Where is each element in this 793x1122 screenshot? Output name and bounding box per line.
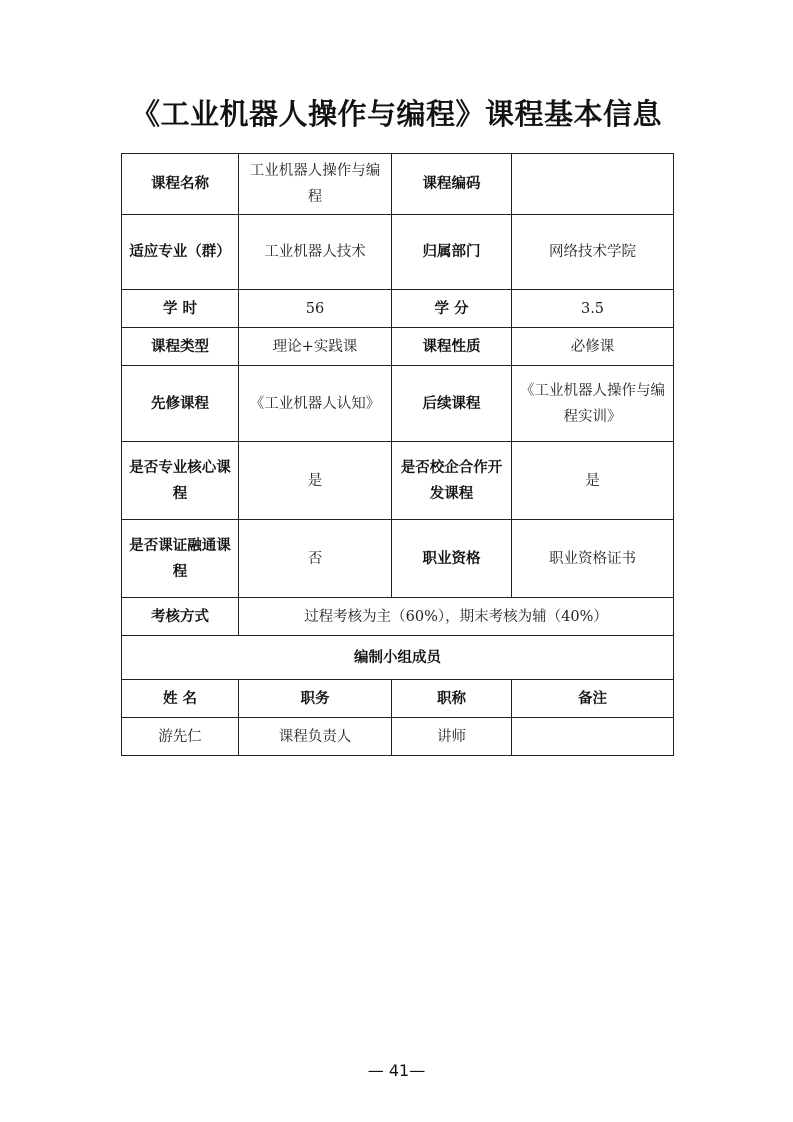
core-course-label: 是否专业核心课程 (122, 442, 239, 520)
row-core-course (122, 442, 674, 520)
course-name-value: 工业机器人操作与编程 (239, 154, 392, 215)
qualification-label: 职业资格 (392, 520, 512, 598)
school-enterprise-value: 是 (512, 442, 674, 520)
team-col-name: 姓 名 (122, 680, 239, 718)
team-heading: 编制小组成员 (122, 636, 674, 680)
row-major (122, 215, 674, 290)
member-name: 游先仁 (122, 718, 239, 756)
team-col-remark: 备注 (512, 680, 674, 718)
team-header-row (122, 680, 674, 718)
course-code-value (512, 154, 674, 215)
followup-label: 后续课程 (392, 366, 512, 442)
row-assessment (122, 598, 674, 636)
course-code-label: 课程编码 (392, 154, 512, 215)
course-name-label: 课程名称 (122, 154, 239, 215)
page-number: — 41— (367, 1061, 426, 1080)
school-enterprise-label: 是否校企合作开发课程 (392, 442, 512, 520)
department-label: 归属部门 (392, 215, 512, 290)
course-type-value: 理论+实践课 (239, 328, 392, 366)
credits-value: 3.5 (512, 290, 674, 328)
row-course-name (122, 154, 674, 215)
assessment-label: 考核方式 (122, 598, 239, 636)
prerequisite-label: 先修课程 (122, 366, 239, 442)
major-label: 适应专业（群） (122, 215, 239, 290)
assessment-value: 过程考核为主（60%），期末考核为辅（40%） (239, 598, 674, 636)
cert-integration-value: 否 (239, 520, 392, 598)
hours-label: 学 时 (122, 290, 239, 328)
followup-value: 《工业机器人操作与编程实训》 (512, 366, 674, 442)
course-nature-label: 课程性质 (392, 328, 512, 366)
table-row (122, 718, 674, 756)
cert-integration-label: 是否课证融通课程 (122, 520, 239, 598)
course-info-table (121, 153, 674, 756)
team-col-position: 职务 (239, 680, 392, 718)
hours-value: 56 (239, 290, 392, 328)
member-title: 讲师 (392, 718, 512, 756)
row-hours (122, 290, 674, 328)
row-prerequisite (122, 366, 674, 442)
qualification-value: 职业资格证书 (512, 520, 674, 598)
member-remark (512, 718, 674, 756)
team-col-title: 职称 (392, 680, 512, 718)
member-position: 课程负责人 (239, 718, 392, 756)
course-type-label: 课程类型 (122, 328, 239, 366)
course-nature-value: 必修课 (512, 328, 674, 366)
document-title: 《工业机器人操作与编程》课程基本信息 (130, 97, 662, 131)
credits-label: 学 分 (392, 290, 512, 328)
major-value: 工业机器人技术 (239, 215, 392, 290)
row-course-type (122, 328, 674, 366)
core-course-value: 是 (239, 442, 392, 520)
row-team-heading (122, 636, 674, 680)
row-cert-integration (122, 520, 674, 598)
prerequisite-value: 《工业机器人认知》 (239, 366, 392, 442)
department-value: 网络技术学院 (512, 215, 674, 290)
